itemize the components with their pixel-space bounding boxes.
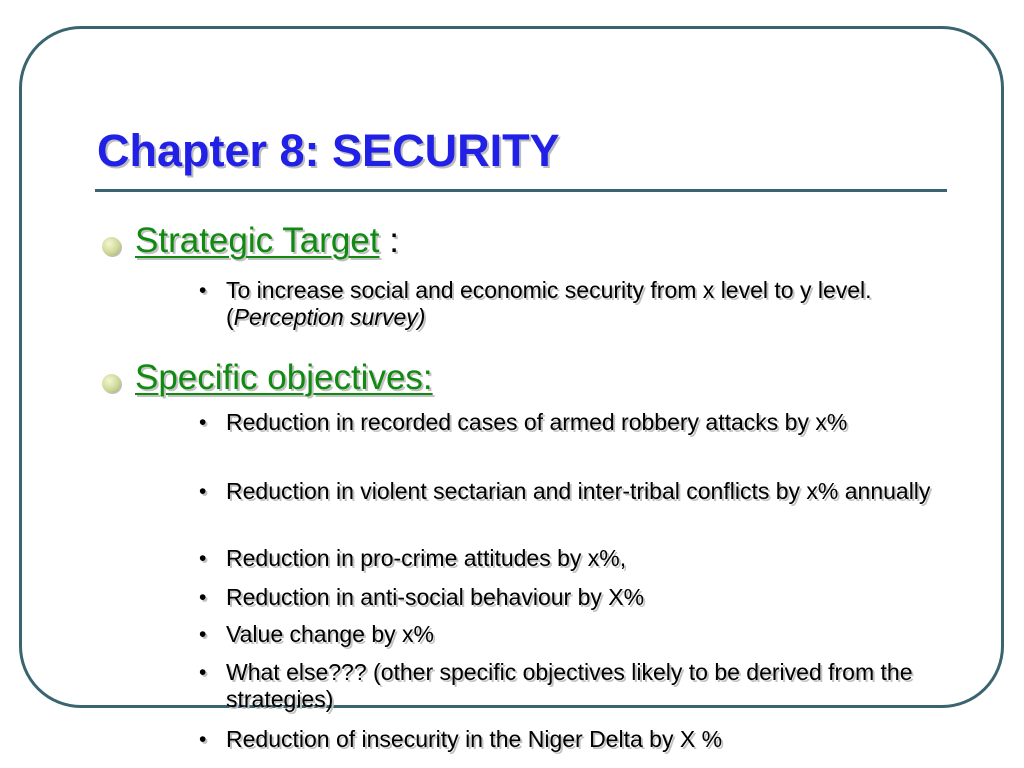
small-dot-bullet-icon: • — [199, 279, 207, 302]
small-dot-bullet-icon: • — [199, 661, 207, 684]
list-item-text — [226, 277, 944, 331]
list-item — [199, 726, 944, 753]
list-item — [199, 621, 944, 648]
list-item-text-italic: Perception survey) — [233, 304, 426, 330]
small-dot-bullet-icon: • — [199, 623, 207, 646]
strategic-target-link[interactable]: Strategic Target — [135, 221, 380, 260]
list-item-text: Value change by x% — [226, 621, 434, 647]
small-dot-bullet-icon: • — [199, 586, 207, 609]
list-item-text: Reduction in anti-social behaviour by X% — [226, 584, 645, 610]
small-dot-bullet-icon: • — [199, 480, 207, 503]
section-heading — [135, 360, 433, 395]
list-item — [199, 409, 944, 436]
slide-title: Chapter 8: SECURITY — [97, 125, 560, 176]
list-item — [199, 659, 944, 713]
title-divider — [95, 189, 947, 192]
list-item-text: Reduction in recorded cases of armed robbery attacks by x% — [226, 409, 848, 435]
round-bullet-icon — [102, 374, 121, 393]
section-heading — [135, 223, 399, 258]
list-item-text: What else??? (other specific objectives likely to be derived from the strategies) — [226, 659, 913, 712]
small-dot-bullet-icon: • — [199, 728, 207, 751]
small-dot-bullet-icon: • — [199, 411, 207, 434]
small-dot-bullet-icon: • — [199, 547, 207, 570]
list-item — [199, 277, 944, 331]
list-item — [199, 584, 944, 611]
specific-objectives-link[interactable]: Specific objectives: — [135, 358, 433, 397]
list-item-text-main: To increase social and economic security from x level to y level. ( — [226, 277, 872, 330]
list-item-text: Reduction in pro-crime attitudes by x%, — [226, 545, 627, 571]
list-item-text: Reduction in violent sectarian and inter-tribal conflicts by x% annually — [226, 478, 931, 504]
list-item-text: Reduction of insecurity in the Niger Delta by X % — [226, 726, 723, 752]
list-item — [199, 545, 944, 572]
heading-suffix: : — [379, 221, 399, 260]
list-item — [199, 478, 944, 505]
round-bullet-icon — [102, 237, 121, 256]
